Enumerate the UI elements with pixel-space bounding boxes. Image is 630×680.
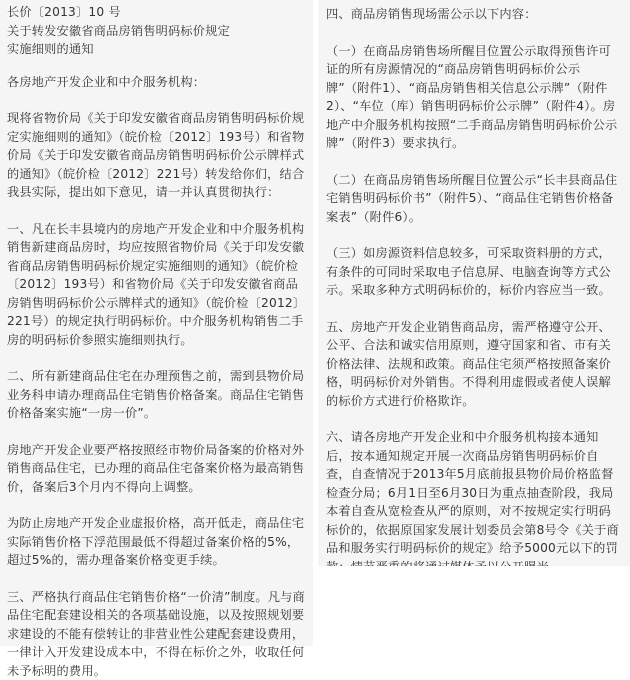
document-title-line-1: 关于转发安徽省商品房销售明码标价规定 <box>7 24 230 38</box>
document-number: 长价〔2013〕10 号 <box>7 5 121 19</box>
blank-area <box>318 566 630 646</box>
section-4-heading: 四、商品房销售现场需公示以下内容： <box>326 5 622 24</box>
right-column <box>318 0 630 646</box>
section-1-paragraph: 一、凡在长丰县境内的房地产开发企业和中介服务机构销售新建商品房时，均应按照省物价局《关于印发安徽省商品房销售明码标价规定实施细则的通知》（皖价检〔2012〕193号）和省物价局《关于印发安徽省商品房销售明码标价公示牌样式的通知》（皖价检〔2012〕221号）的规定执行明码标价。中介服务机构销售二手房的明码标价参照实施细则执行。 <box>7 220 306 350</box>
section-2-detail-paragraph: 房地产开发企业要严格按照经市物价局备案的价格对外销售商品住宅，已办理的商品住宅备案价格为最高销售价，备案后3个月内不得向上调整。 <box>7 441 306 497</box>
document-header <box>7 3 306 59</box>
section-5-paragraph: 五、房地产开发企业销售商品房，需严格遵守公开、公平、合法和诚实信用原则，遵守国家和省、市有关价格法律、法规和政策。商品住宅须严格按照备案价格，明码标价对外销售。不得利用虚假或者使人误解的标价方式进行价格欺诈。 <box>326 318 622 411</box>
section-2-range-paragraph: 为防止房地产开发企业虚报价格，高开低走，商品住宅实际销售价格下浮范围最低不得超过备案价格的5%，超过5%的，需办理备案价格变更手续。 <box>7 514 306 570</box>
left-column <box>0 0 313 646</box>
section-4-item-2: （二）在商品房销售场所醒目位置公示“长丰县商品住宅销售明码标价书”（附件5）、“商品住宅销售价格备案表”（附件6）。 <box>326 171 622 227</box>
section-4-item-1: （一）在商品房销售场所醒目位置公示取得预售许可证的所有房源情况的“商品房销售明码标价公示牌”（附件1）、“商品房销售相关信息公示牌”（附件2）、“车位（库）销售明码标价公示牌”（附件4）。房地产中介服务机构按照“二手商品房销售明码标价公示牌”（附件3）要求执行。 <box>326 42 622 153</box>
section-4-item-3: （三）如房源资料信息较多，可采取资料册的方式，有条件的可同时采取电子信息屏、电脑查询等方式公示。采取多种方式明码标价的，标价内容应当一致。 <box>326 244 622 300</box>
section-2-paragraph: 二、所有新建商品住宅在办理预售之前，需到县物价局业务科申请办理商品住宅销售价格备案。商品住宅销售价格备案实施“一房一价”。 <box>7 367 306 423</box>
salutation: 各房地产开发企业和中介服务机构： <box>7 73 306 92</box>
intro-paragraph: 现将省物价局《关于印发安徽省商品房销售明码标价规定实施细则的通知》（皖价检〔2012〕193号）和省物价局《关于印发安徽省商品房销售明码标价公示牌样式的通知》（皖价检〔2012〕221号）转发给你们，结合我县实际，提出如下意见，请一并认真贯彻执行： <box>7 109 306 202</box>
section-3-paragraph: 三、严格执行商品住宅销售价格“一价清”制度。凡与商品住宅配套建设相关的各项基础设施，以及按照规划要求建设的不能有偿转让的非营业性公建配套建设费用，一律计入开发建设成本中，不得在标价之外，收取任何未予标明的费用。 <box>7 588 306 680</box>
section-6-paragraph: 六、请各房地产开发企业和中介服务机构接本通知后，按本通知规定开展一次商品房销售明码标价自查，自查情况于2013年5月底前报县物价局价格监督检查分局；6月1日至6月30日为重点抽查阶段，我局本着自查从宽检查从严的原则，对不按规定实行明码标价的，依据原国家发展计划委员会第8号令《关于商品和服务实行明码标价的规定》给予5000元以下的罚 <box>326 428 622 576</box>
document-title-line-2: 实施细则的通知 <box>7 42 94 56</box>
